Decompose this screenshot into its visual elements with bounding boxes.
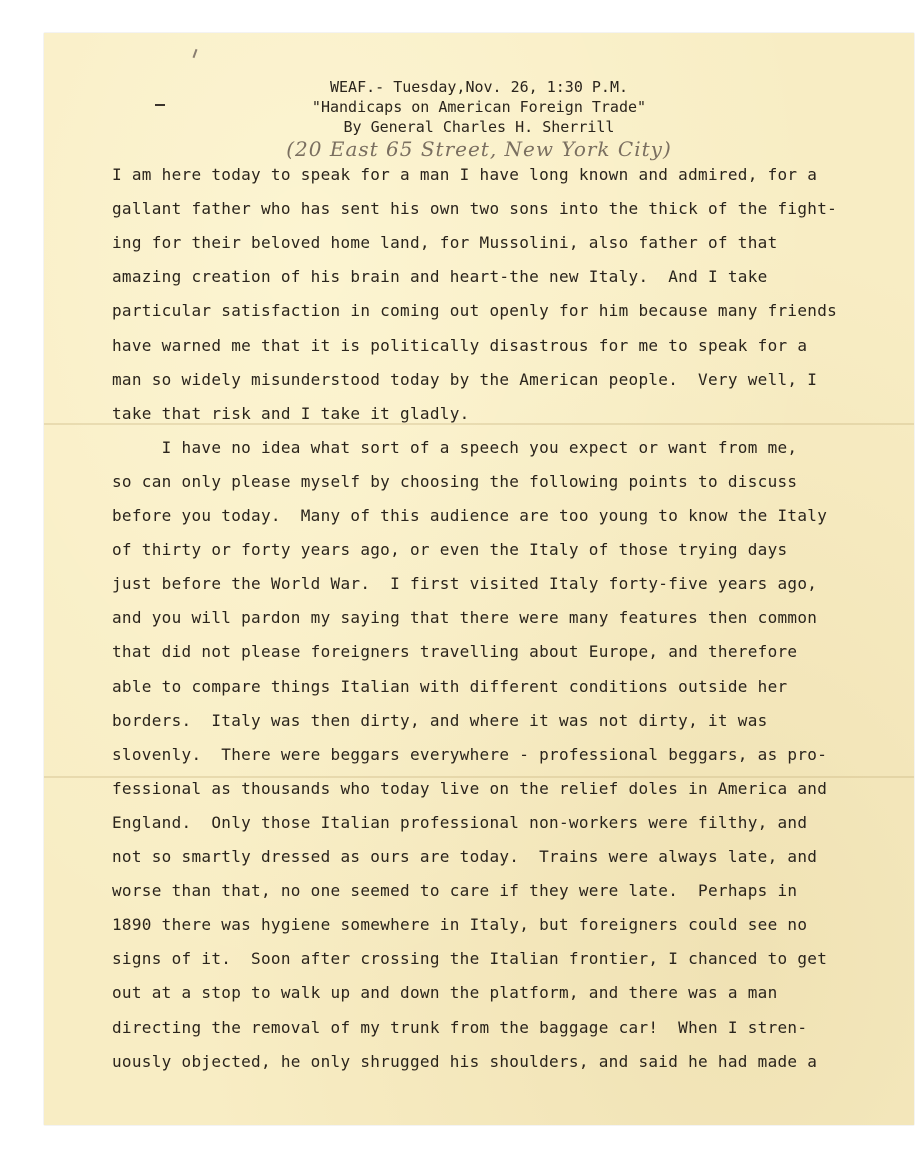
speech-body-line: take that risk and I take it gladly. — [112, 403, 470, 423]
speech-body-line: that did not please foreigners travelling about Europe, and therefore — [112, 642, 798, 662]
speech-body-line: of thirty or forty years ago, or even the Italy of those trying days — [112, 540, 788, 560]
speech-body-line: gallant father who has sent his own two sons into the thick of the fight- — [112, 199, 838, 219]
speech-body-line: slovenly. There were beggars everywhere - professional beggars, as pro- — [112, 744, 828, 764]
handwritten-address: (20 East 65 Street, New York City) — [286, 137, 672, 161]
speech-body-line: have warned me that it is politically disastrous for me to speak for a — [112, 335, 808, 355]
typed-letter-page — [44, 33, 914, 1125]
speech-body-line: man so widely misunderstood today by the American people. Very well, I — [112, 369, 818, 389]
speech-body-line: I have no idea what sort of a speech you expect or want from me, — [112, 437, 798, 457]
pencil-tick-mark — [193, 49, 198, 58]
speech-body-line: particular satisfaction in coming out openly for him because many friends — [112, 301, 838, 321]
speech-body-line: directing the removal of my trunk from the baggage car! When I stren- — [112, 1017, 808, 1037]
speech-body-line: ing for their beloved home land, for Mussolini, also father of that — [112, 233, 778, 253]
speech-body-line: amazing creation of his brain and heart-the new Italy. And I take — [112, 267, 768, 287]
speech-body-line: uously objected, he only shrugged his shoulders, and said he had made a — [112, 1051, 818, 1071]
speech-body-line: 1890 there was hygiene somewhere in Italy, but foreigners could see no — [112, 915, 808, 935]
speech-body-line: out at a stop to walk up and down the platform, and there was a man — [112, 983, 778, 1003]
speech-body-line: so can only please myself by choosing the following points to discuss — [112, 471, 798, 491]
speech-body-line: England. Only those Italian professional non-workers were filthy, and — [112, 812, 808, 832]
speech-body-line: before you today. Many of this audience are too young to know the Italy — [112, 506, 828, 525]
speech-body-line: signs of it. Soon after crossing the Italian frontier, I chanced to get — [112, 949, 828, 969]
speech-body-line: and you will pardon my saying that there were many features then common — [112, 608, 818, 628]
speech-body-line: borders. Italy was then dirty, and where it was not dirty, it was — [112, 710, 768, 730]
speech-byline: By General Charles H. Sherrill — [343, 118, 615, 136]
paper-fold-line — [44, 423, 914, 425]
speech-body-line: not so smartly dressed as ours are today. Trains were always late, and — [112, 847, 818, 866]
speech-body-line: worse than that, no one seemed to care if they were late. Perhaps in — [112, 881, 798, 901]
speech-body-line: I am here today to speak for a man I have long known and admired, for a — [112, 165, 818, 184]
speech-title: "Handicaps on American Foreign Trade" — [311, 98, 647, 116]
speech-body-line: able to compare things Italian with different conditions outside her — [112, 676, 788, 696]
paper-fold-line — [44, 776, 914, 778]
speech-body-line: fessional as thousands who today live on the relief doles in America and — [112, 778, 828, 798]
broadcast-station-line: WEAF.- Tuesday,Nov. 26, 1:30 P.M. — [329, 78, 628, 96]
speech-body-line: just before the World War. I first visited Italy forty-five years ago, — [112, 574, 818, 594]
